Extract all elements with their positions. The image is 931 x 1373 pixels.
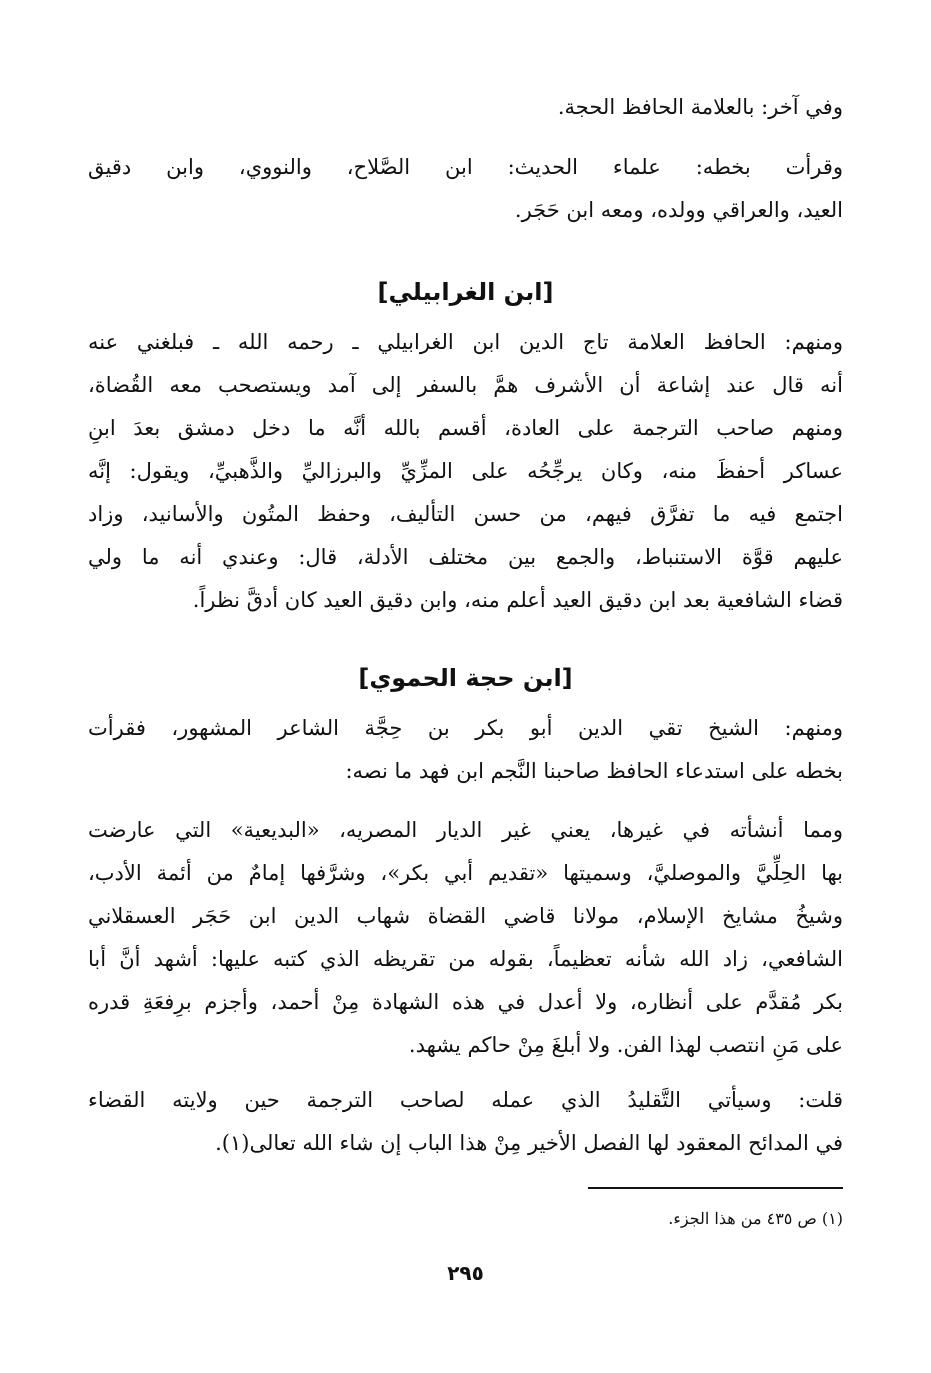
footnote-separator (588, 1187, 843, 1189)
text-line: على مَنِ انتصب لهذا الفن. ولا أبلغَ مِنْ حاكم يشهد. (408, 1033, 843, 1057)
text-line: ومنهم: الشيخ تقي الدين أبو بكر بن حِجَّة الشاعر المشهور، فقرأت (88, 716, 843, 740)
text-line: قلت: وسيأتي التَّقليدُ الذي عمله لصاحب الترجمة حين ولايته القضاء (88, 1088, 843, 1112)
text-line: وشيخُ مشايخ الإسلام، مولانا قاضي القضاة شهاب الدين ابن حَجَر العسقلاني (88, 904, 843, 928)
text-line: ومنهم: الحافظ العلامة تاج الدين ابن الغرابيلي ـ رحمه الله ـ فبلغني عنه (88, 330, 843, 354)
text-line: ومنهم صاحب الترجمة على العادة، أقسم بالله أنَّه ما دخل دمشق بعدَ ابنِ (88, 416, 843, 440)
text-line: الشافعي، زاد الله شأنه تعظيماً، بقوله من تقريظه الذي كتبه عليها: أشهد أنَّ أبا (88, 947, 843, 971)
text-line: عساكر أحفظَ منه، وكان يرجِّحُه على المزِّيِّ والبرزاليِّ والذَّهبيِّ، ويقول: إنَّه (88, 459, 843, 483)
text-line: أنه قال عند إشاعة أن الأشرف همَّ بالسفر إلى آمد ويستصحب معه القُضاة، (88, 373, 843, 397)
section-heading: [ابن الغرابيلي] (377, 278, 554, 306)
text-line: بها الحِلِّيَّ والموصليَّ، وسميتها «تقديم أبي بكر»، وشرَّفها إمامٌ من أئمة الأدب، (88, 861, 843, 885)
text-line: ومما أنشأته في غيرها، يعني غير الديار المصريه، «البديعية» التي عارضت (88, 818, 843, 842)
text-line: وفي آخر: بالعلامة الحافظ الحجة. (557, 95, 843, 119)
page-number: ٢٩٥ (447, 1261, 484, 1285)
text-line: في المدائح المعقود لها الفصل الأخير مِنْ هذا الباب إن شاء الله تعالى(١). (215, 1131, 843, 1155)
text-line: بكر مُقدَّم على أنظاره، ولا أعدل في هذه الشهادة مِنْ أحمد، وأجزم برِفعَةِ قدره (88, 990, 843, 1014)
text-line: وقرأت بخطه: علماء الحديث: ابن الصَّلاح، والنووي، وابن دقيق (88, 155, 843, 179)
text-line: بخطه على استدعاء الحافظ صاحبنا النَّجم ابن فهد ما نصه: (345, 759, 843, 783)
text-line: اجتمع فيه ما تفرَّق فيهم، من حسن التأليف، وحفظ المتُون والأسانيد، وزاد (88, 502, 843, 526)
text-line: عليهم قوَّة الاستنباط، والجمع بين مختلف الأدلة، قال: وعندي أنه ما ولي (88, 545, 843, 569)
text-line: قضاء الشافعية بعد ابن دقيق العيد أعلم منه، وابن دقيق العيد كان أدقَّ نظراً. (192, 588, 843, 612)
text-line: العيد، والعراقي وولده، ومعه ابن حَجَر. (514, 198, 843, 222)
section-heading: [ابن حجة الحموي] (358, 664, 573, 692)
footnote: (١) ص ٤٣٥ من هذا الجزء. (668, 1209, 843, 1228)
